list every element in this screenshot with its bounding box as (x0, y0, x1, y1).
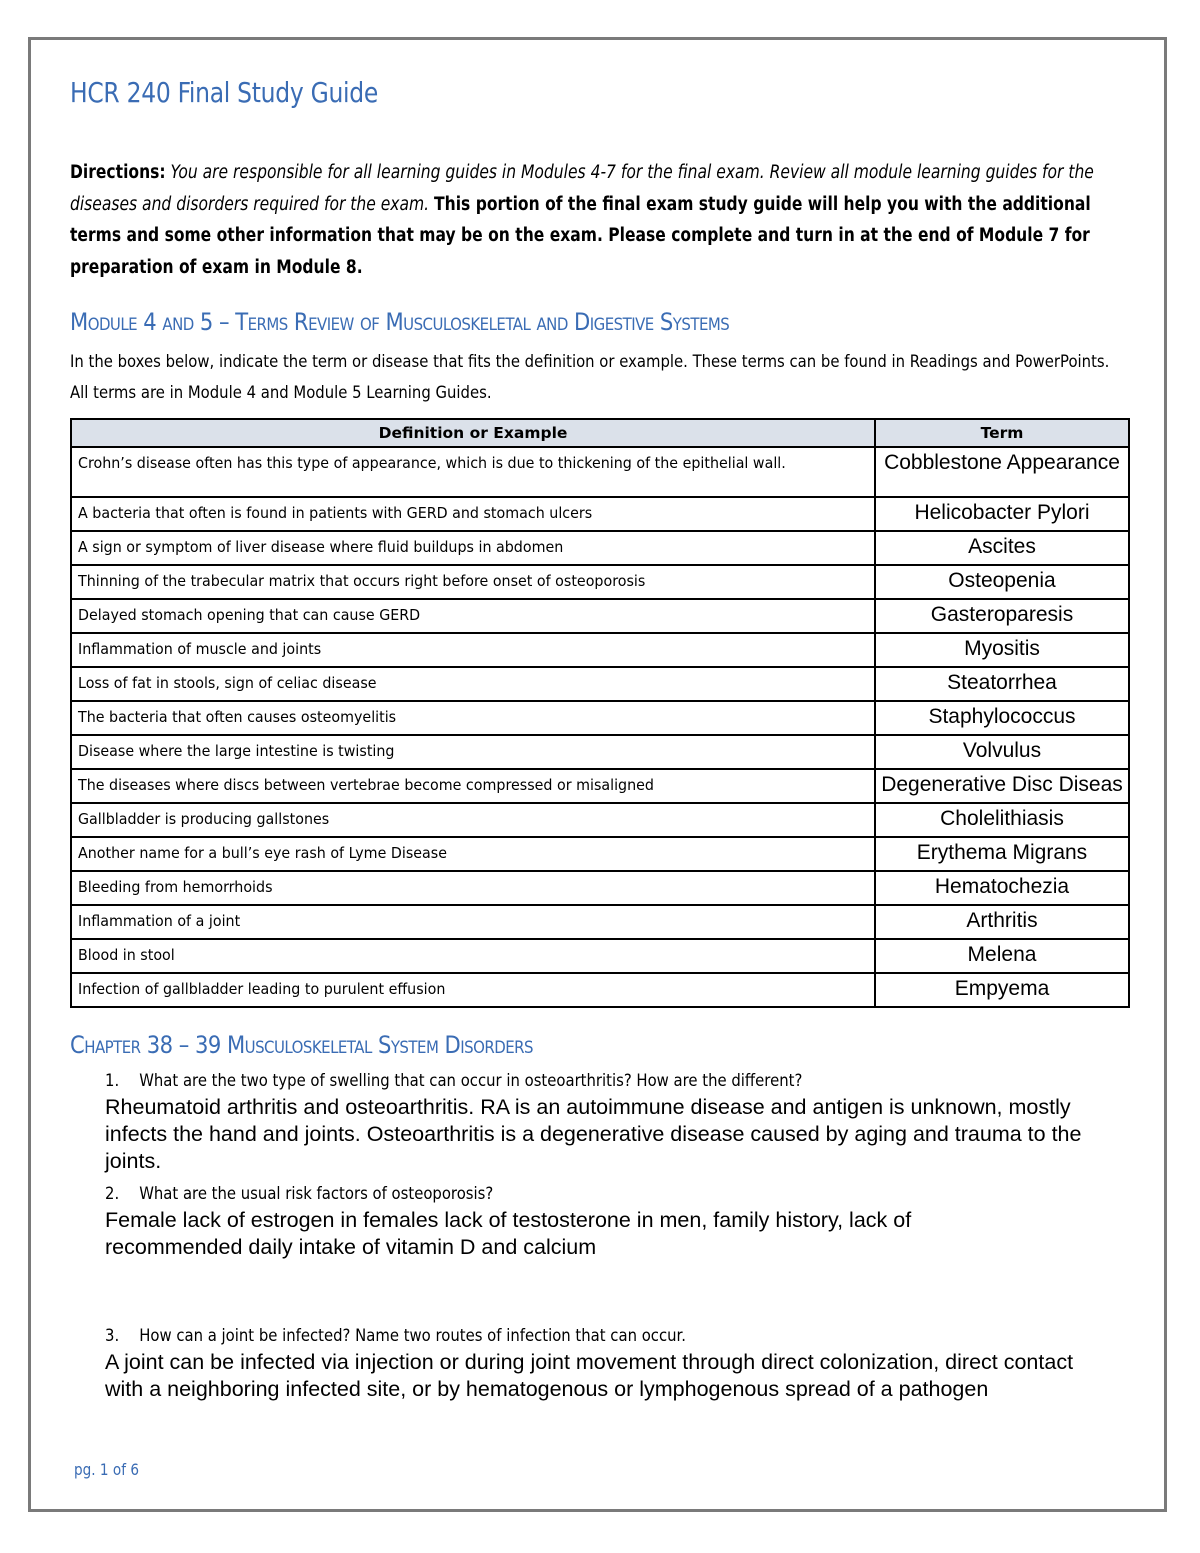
definition-cell: Blood in stool (71, 939, 875, 973)
table-row (71, 667, 1129, 701)
definition-cell: The diseases where discs between vertebrae become compressed or misaligned (71, 769, 875, 803)
definition-cell: Another name for a bull’s eye rash of Lyme Disease (71, 837, 875, 871)
section-heading-musculoskeletal-disorders: Chapter 38 – 39 Musculoskeletal System Disorders (70, 1031, 533, 1059)
directions-paragraph (70, 157, 1130, 283)
term-cell[interactable]: Erythema Migrans (875, 837, 1129, 871)
definition-cell: Crohn’s disease often has this type of appearance, which is due to thickening of the epithelial wall. (71, 447, 875, 497)
table-header-row (71, 419, 1129, 447)
term-cell[interactable]: Myositis (875, 633, 1129, 667)
table-row (71, 871, 1129, 905)
question-number: 3. (105, 1326, 120, 1345)
page-number: pg. 1 of 6 (74, 1460, 139, 1479)
directions-italic-text: You are responsible for all learning guides in Modules 4-7 for the final exam. Review all module learning guides for the diseases and disorders required for the exam. (70, 162, 1094, 215)
answer-text[interactable]: A joint can be infected via injection or during joint movement through direct colonization, direct contact with a neighboring infected site, or by hematogenous or lymphogenous spread of a pathogen (105, 1350, 1074, 1401)
column-header-definition: Definition or Example (71, 419, 875, 447)
term-cell[interactable]: Helicobacter Pylori (875, 497, 1129, 531)
term-cell[interactable]: Volvulus (875, 735, 1129, 769)
definition-cell: The bacteria that often causes osteomyelitis (71, 701, 875, 735)
table-row (71, 633, 1129, 667)
section-intro: In the boxes below, indicate the term or disease that fits the definition or example. These terms can be found in Readings and PowerPoints. All terms are in Module 4 and Module 5 Learning Guides. (70, 352, 1110, 402)
answer-text[interactable]: Rheumatoid arthritis and osteoarthritis. RA is an autoimmune disease and antigen is unknown, mostly infects the hand and joints. Osteoarthritis is a degenerative disease caused by aging and trauma to the joints. (105, 1095, 1082, 1173)
term-cell[interactable]: Osteopenia (875, 565, 1129, 599)
question-text: 2. What are the usual risk factors of osteoporosis? (105, 1181, 1023, 1207)
document-title: HCR 240 Final Study Guide (70, 76, 379, 109)
term-cell[interactable]: Staphylococcus (875, 701, 1129, 735)
question-item (105, 1323, 1125, 1403)
table-row (71, 565, 1129, 599)
definition-cell: Loss of fat in stools, sign of celiac disease (71, 667, 875, 701)
table-row (71, 973, 1129, 1007)
answer-text[interactable]: Female lack of estrogen in females lack of testosterone in men, family history, lack of recommended daily intake of vitamin D and calcium (105, 1208, 912, 1259)
definition-cell: Infection of gallbladder leading to purulent effusion (71, 973, 875, 1007)
term-cell[interactable]: Cholelithiasis (875, 803, 1129, 837)
terms-table (70, 418, 1130, 1008)
term-cell[interactable]: Steatorrhea (875, 667, 1129, 701)
directions-label: Directions: (70, 162, 166, 183)
question-item (105, 1181, 1125, 1261)
question-number: 1. (105, 1071, 120, 1090)
term-cell[interactable]: Empyema (875, 973, 1129, 1007)
table-row (71, 497, 1129, 531)
table-row (71, 701, 1129, 735)
term-cell[interactable]: Gasteroparesis (875, 599, 1129, 633)
table-row (71, 531, 1129, 565)
definition-cell: A sign or symptom of liver disease where fluid buildups in abdomen (71, 531, 875, 565)
definition-cell: Bleeding from hemorrhoids (71, 871, 875, 905)
question-text: 1. What are the two type of swelling that can occur in osteoarthritis? How are the different? (105, 1068, 1023, 1094)
definition-cell: Gallbladder is producing gallstones (71, 803, 875, 837)
question-item (105, 1068, 1125, 1175)
table-row (71, 905, 1129, 939)
definition-cell: Inflammation of muscle and joints (71, 633, 875, 667)
column-header-term: Term (875, 419, 1129, 447)
definition-cell: Disease where the large intestine is twisting (71, 735, 875, 769)
term-cell[interactable]: Melena (875, 939, 1129, 973)
table-row (71, 735, 1129, 769)
table-row (71, 447, 1129, 497)
table-row (71, 803, 1129, 837)
table-row (71, 599, 1129, 633)
table-row (71, 939, 1129, 973)
term-cell[interactable]: Ascites (875, 531, 1129, 565)
question-number: 2. (105, 1184, 120, 1203)
definition-cell: Thinning of the trabecular matrix that occurs right before onset of osteoporosis (71, 565, 875, 599)
definition-cell: A bacteria that often is found in patients with GERD and stomach ulcers (71, 497, 875, 531)
definition-cell: Delayed stomach opening that can cause GERD (71, 599, 875, 633)
definition-cell: Inflammation of a joint (71, 905, 875, 939)
term-cell[interactable]: Hematochezia (875, 871, 1129, 905)
term-cell[interactable]: Degenerative Disc Diseas (875, 769, 1129, 803)
term-cell[interactable]: Arthritis (875, 905, 1129, 939)
table-row (71, 769, 1129, 803)
table-row (71, 837, 1129, 871)
question-text: 3. How can a joint be infected? Name two routes of infection that can occur. (105, 1323, 1023, 1349)
term-cell[interactable]: Cobblestone Appearance (875, 447, 1129, 497)
directions-bold-text: This portion of the final exam study guide will help you with the additional terms and some other information that may be on the exam. Please complete and turn in at the end of Module 7 for preparation of exam in Module 8. (70, 193, 1091, 278)
section-heading-terms-review: Module 4 and 5 – Terms Review of Musculoskeletal and Digestive Systems (70, 308, 730, 336)
